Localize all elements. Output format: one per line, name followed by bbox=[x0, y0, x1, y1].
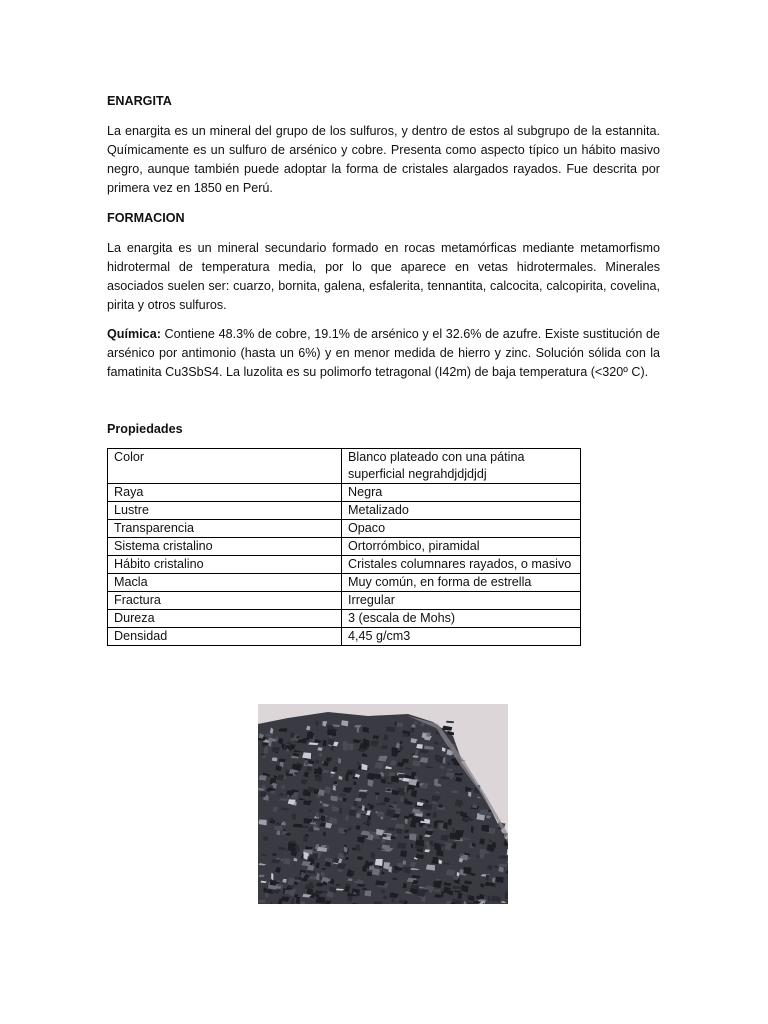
crystal-facet bbox=[296, 896, 300, 904]
property-name: Transparencia bbox=[108, 520, 342, 538]
property-value: Opaco bbox=[342, 520, 581, 538]
mineral-photo-image bbox=[258, 704, 508, 904]
formacion-paragraph: La enargita es un mineral secundario formado en rocas metamórficas mediante metamorfismo hidrotermal de temperatura media, por lo que aparece en vetas hidrotermales. Minerales asociados suelen ser: cuarzo, bornita, galena, esfalerita, tennantita, calcocita, calcopirita, covelina, pirita y otros sulfuros. bbox=[107, 241, 660, 312]
property-name: Dureza bbox=[108, 610, 342, 628]
quimica-paragraph bbox=[107, 325, 660, 382]
table-row bbox=[108, 610, 581, 628]
intro-paragraph: La enargita es un mineral del grupo de los sulfuros, y dentro de estos al subgrupo de la estannita. Químicamente es un sulfuro de arsénico y cobre. Presenta como aspecto típico un hábito masivo negro, aunque también puede adoptar la forma de cristales alargados rayados. Fue descrita por primera vez en 1850 en Perú. bbox=[107, 124, 660, 195]
property-name: Fractura bbox=[108, 592, 342, 610]
property-name: Sistema cristalino bbox=[108, 538, 342, 556]
property-value: Muy común, en forma de estrella bbox=[342, 574, 581, 592]
document-content bbox=[107, 92, 660, 646]
table-row bbox=[108, 574, 581, 592]
property-value: Blanco plateado con una pátina superficial negrahdjdjdjdj bbox=[342, 449, 581, 484]
quimica-text: Contiene 48.3% de cobre, 19.1% de arsénico y el 32.6% de azufre. Existe sustitución de arsénico por antimonio (hasta un 6%) y en menor medida de hierro y zinc. Solución sólida con la famatinita Cu3SbS4. La luzolita es su polimorfo tetragonal (I42m) de baja temperatura (<320º C). bbox=[107, 327, 660, 379]
mineral-photo bbox=[258, 704, 508, 904]
table-row bbox=[108, 556, 581, 574]
property-name: Raya bbox=[108, 484, 342, 502]
property-value: Ortorrómbico, piramidal bbox=[342, 538, 581, 556]
property-value: 3 (escala de Mohs) bbox=[342, 610, 581, 628]
table-row bbox=[108, 449, 581, 484]
property-name: Lustre bbox=[108, 502, 342, 520]
property-name: Macla bbox=[108, 574, 342, 592]
property-value: Cristales columnares rayados, o masivo bbox=[342, 556, 581, 574]
table-row bbox=[108, 484, 581, 502]
table-row bbox=[108, 538, 581, 556]
property-value: Irregular bbox=[342, 592, 581, 610]
property-value: Negra bbox=[342, 484, 581, 502]
table-row bbox=[108, 592, 581, 610]
heading-propiedades: Propiedades bbox=[107, 422, 183, 436]
property-name: Color bbox=[108, 449, 342, 484]
property-name: Densidad bbox=[108, 628, 342, 646]
table-row bbox=[108, 502, 581, 520]
table-row bbox=[108, 520, 581, 538]
property-name: Hábito cristalino bbox=[108, 556, 342, 574]
properties-table bbox=[107, 448, 581, 646]
table-row bbox=[108, 628, 581, 646]
property-value: 4,45 g/cm3 bbox=[342, 628, 581, 646]
title-enargita: ENARGITA bbox=[107, 94, 172, 108]
property-value: Metalizado bbox=[342, 502, 581, 520]
quimica-label: Química: bbox=[107, 327, 161, 341]
heading-formacion: FORMACION bbox=[107, 211, 185, 225]
